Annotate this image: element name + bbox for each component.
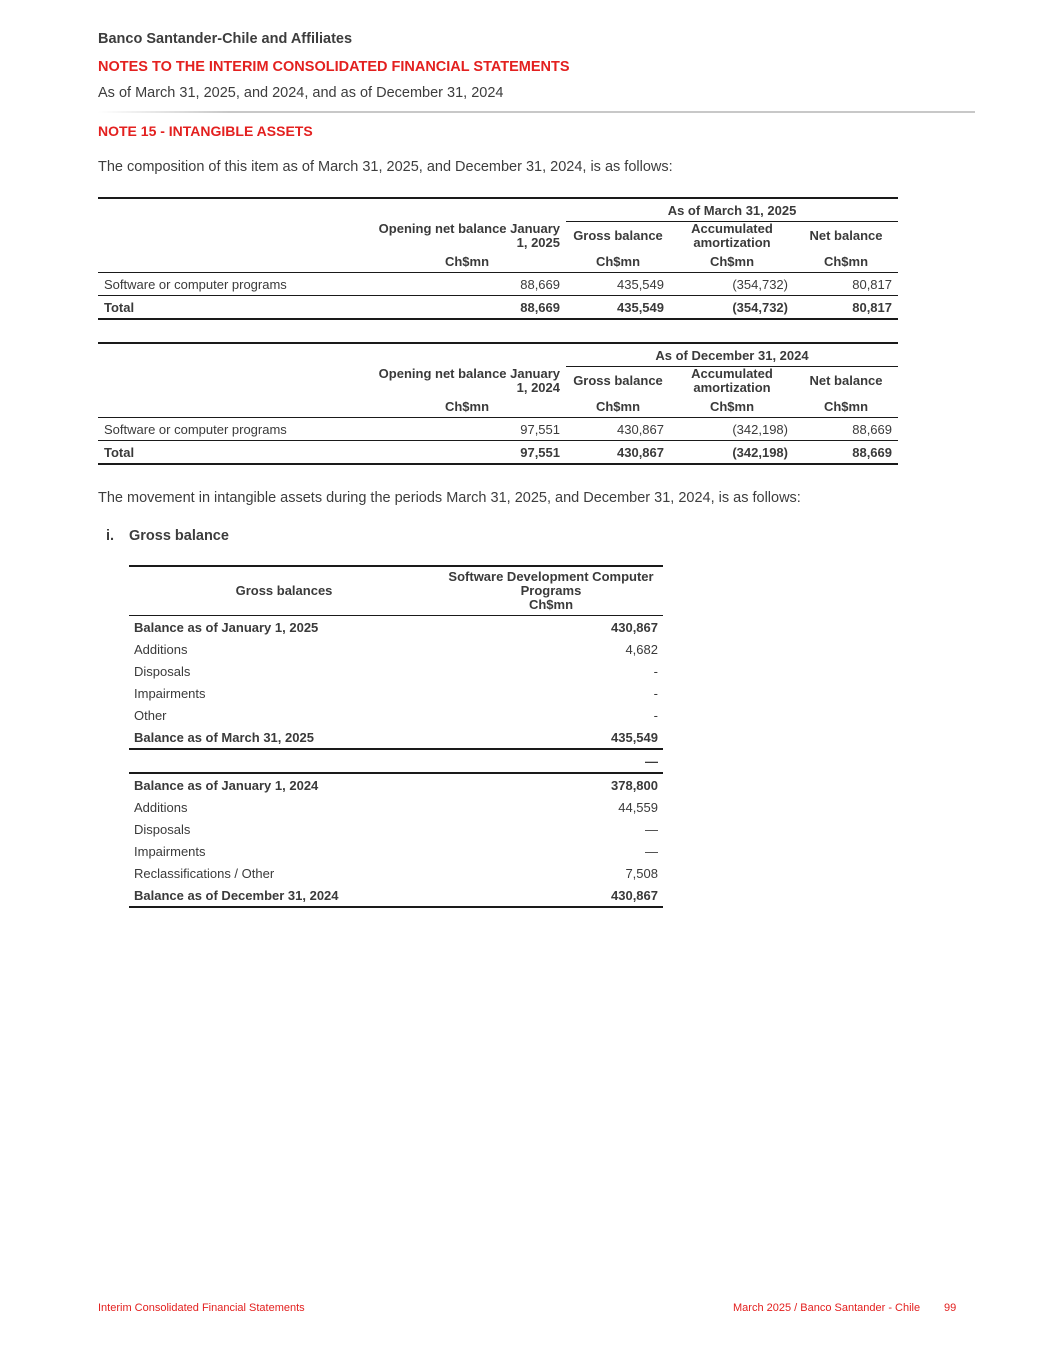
header-line: Ch$mn [528, 597, 574, 612]
page-number: 99 [944, 1302, 957, 1314]
header-divider [98, 111, 975, 113]
row-label: Software or computer programs [98, 418, 368, 441]
total-label: Total [98, 296, 368, 320]
header-line: Software Development Computer [448, 569, 654, 584]
row-label [129, 749, 439, 773]
gross-balance-heading [106, 528, 229, 544]
gross-total: 430,867 [566, 441, 670, 465]
header-line: Programs [520, 583, 582, 598]
company-name: Banco Santander-Chile and Affiliates [98, 31, 353, 47]
opening-total: 97,551 [368, 441, 566, 465]
unit-label: Ch$mn [566, 250, 670, 273]
total-row [98, 296, 898, 320]
accum-value: (342,198) [670, 418, 794, 441]
table-row [129, 616, 663, 639]
opening-value: 97,551 [368, 418, 566, 441]
row-value: — [645, 821, 658, 837]
accum-total: (342,198) [670, 441, 794, 465]
row-label: Additions [134, 799, 188, 815]
total-label: Total [98, 441, 368, 465]
row-value: 7,508 [625, 865, 658, 881]
unit-label: Ch$mn [670, 395, 794, 418]
section-title: Gross balance [129, 528, 229, 544]
table-row [129, 862, 663, 884]
footer-right: March 2025 / Banco Santander - Chile [733, 1302, 921, 1314]
row-value: - [653, 685, 658, 701]
row-label: Balance as of January 1, 2024 [134, 777, 319, 793]
gross-value: 430,867 [566, 418, 670, 441]
row-label: Additions [134, 641, 188, 657]
row-value: 4,682 [625, 641, 658, 657]
row-value: — [645, 843, 658, 859]
note-title: NOTE 15 - INTANGIBLE ASSETS [98, 123, 313, 139]
table-row [129, 682, 663, 704]
total-row [98, 441, 898, 465]
row-label: Other [134, 707, 167, 723]
row-label: Reclassifications / Other [134, 865, 275, 881]
unit-label: Ch$mn [368, 250, 566, 273]
opening-header: Opening net balance January 1, 2025 [378, 220, 560, 250]
accum-header: Accumulated amortization [691, 366, 773, 395]
footer-left: Interim Consolidated Financial Statements [98, 1302, 305, 1314]
unit-label: Ch$mn [794, 250, 898, 273]
table-row [129, 773, 663, 796]
table-row [129, 884, 663, 907]
row-value: 430,867 [439, 884, 663, 907]
row-label: Disposals [134, 821, 191, 837]
row-label: Balance as of March 31, 2025 [129, 726, 439, 749]
section-number: i. [106, 528, 115, 544]
group-header: As of March 31, 2025 [566, 198, 898, 222]
accum-total: (354,732) [670, 296, 794, 320]
net-total: 88,669 [794, 441, 898, 465]
row-value: 44,559 [618, 799, 658, 815]
gross-value: 435,549 [566, 273, 670, 296]
composition-table-2025 [98, 197, 898, 320]
unit-label: Ch$mn [566, 395, 670, 418]
row-value: - [653, 663, 658, 679]
table-row [98, 418, 898, 441]
table-row [129, 840, 663, 862]
notes-title: NOTES TO THE INTERIM CONSOLIDATED FINANCIAL STATEMENTS [98, 59, 570, 75]
row-value: - [653, 707, 658, 723]
row-label: Impairments [134, 685, 206, 701]
accum-value: (354,732) [670, 273, 794, 296]
row-value: 435,549 [439, 726, 663, 749]
net-header: Net balance [809, 228, 883, 243]
row-value: 378,800 [611, 777, 658, 793]
opening-total: 88,669 [368, 296, 566, 320]
table-row [129, 660, 663, 682]
gross-col2-header [439, 566, 663, 616]
net-value: 80,817 [794, 273, 898, 296]
gross-header: Gross balance [573, 228, 663, 243]
unit-label: Ch$mn [794, 395, 898, 418]
table-row [129, 796, 663, 818]
row-label: Balance as of January 1, 2025 [134, 619, 319, 635]
row-label: Software or computer programs [98, 273, 368, 296]
movement-intro: The movement in intangible assets during the periods March 31, 2025, and December 31, 2024, is as follows: [98, 490, 801, 506]
table-row [129, 638, 663, 660]
gross-col1-header: Gross balances [129, 566, 439, 616]
row-value: — [439, 749, 663, 773]
net-header: Net balance [809, 373, 883, 388]
net-value: 88,669 [794, 418, 898, 441]
table-row [129, 749, 663, 773]
net-total: 80,817 [794, 296, 898, 320]
table-row [129, 818, 663, 840]
accum-header: Accumulated amortization [691, 221, 773, 250]
opening-header: Opening net balance January 1, 2024 [378, 365, 560, 395]
table-row [129, 726, 663, 749]
table-row [129, 704, 663, 726]
row-label: Disposals [134, 663, 191, 679]
gross-header: Gross balance [573, 373, 663, 388]
gross-balance-table [129, 565, 663, 908]
composition-table-2024 [98, 342, 898, 465]
row-label: Impairments [134, 843, 206, 859]
opening-value: 88,669 [368, 273, 566, 296]
date-line: As of March 31, 2025, and 2024, and as of December 31, 2024 [98, 85, 504, 101]
unit-label: Ch$mn [670, 250, 794, 273]
group-header: As of December 31, 2024 [566, 343, 898, 367]
row-label: Balance as of December 31, 2024 [129, 884, 439, 907]
row-value: 430,867 [611, 619, 658, 635]
unit-label: Ch$mn [368, 395, 566, 418]
table-row [98, 273, 898, 296]
gross-total: 435,549 [566, 296, 670, 320]
composition-intro: The composition of this item as of March 31, 2025, and December 31, 2024, is as follows: [98, 159, 673, 175]
